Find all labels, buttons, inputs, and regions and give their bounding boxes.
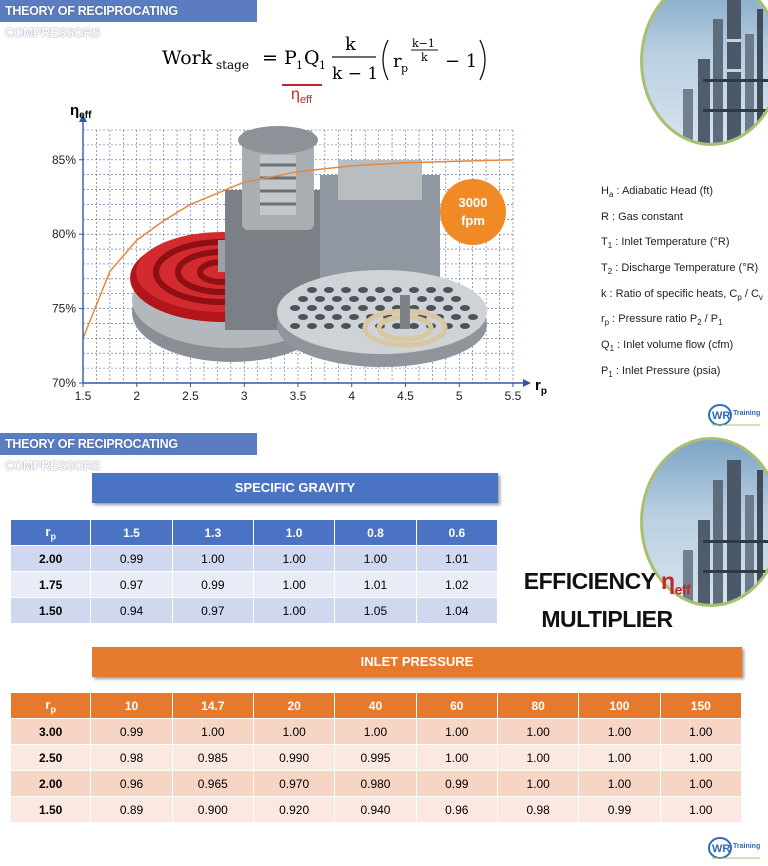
formula-p: P xyxy=(284,47,297,69)
table-row xyxy=(11,745,742,771)
valve-hole xyxy=(426,305,436,311)
valve-hole xyxy=(332,296,342,302)
table-cell: 0.970 xyxy=(253,771,334,797)
x-axis-label: $r_p$ xyxy=(535,377,547,397)
section-banner: THEORY OF RECIPROCATING COMPRESSORS xyxy=(0,433,257,455)
table-cell: 1.00 xyxy=(579,771,660,797)
valve-hole xyxy=(358,287,368,293)
table-row xyxy=(11,598,498,624)
table-cell: 1.00 xyxy=(497,719,578,745)
x-tick-label: 3.5 xyxy=(289,389,307,403)
table-cell: 0.920 xyxy=(253,797,334,823)
row-label: 2.50 xyxy=(11,745,91,771)
x-axis-arrow xyxy=(523,379,531,387)
row-label: 3.00 xyxy=(11,719,91,745)
row-label: 1.50 xyxy=(11,797,91,823)
y-axis-label: $\eta_{eff}$ xyxy=(70,102,92,121)
svg-text:1: 1 xyxy=(296,59,303,72)
table-cell: 0.97 xyxy=(91,572,172,598)
wr-training-logo xyxy=(708,403,762,427)
work-formula xyxy=(162,34,502,91)
y-tick-label: 70% xyxy=(51,376,76,390)
table-row xyxy=(11,797,742,823)
table-cell: 1.01 xyxy=(416,546,497,572)
table-cell: 0.99 xyxy=(91,546,172,572)
formula-exp-num: k−1 xyxy=(412,37,435,50)
x-tick-label: 5 xyxy=(455,389,463,403)
table-cell: 1.00 xyxy=(497,745,578,771)
variable-legend xyxy=(601,185,763,391)
legend-item: $r_p$ : Pressure ratio $P_2 / P_1$ xyxy=(601,313,723,328)
valve-hole xyxy=(409,287,419,293)
y-tick-label: 75% xyxy=(51,301,76,316)
column-header: 1.0 xyxy=(253,520,334,546)
table-cell: 1.05 xyxy=(335,598,416,624)
valve-hole xyxy=(417,296,427,302)
x-tick-label: 2 xyxy=(133,389,141,403)
x-tick-label: 3 xyxy=(240,389,248,403)
table-cell: 1.00 xyxy=(253,598,334,624)
table-row xyxy=(11,546,498,572)
valve-hole xyxy=(315,314,325,320)
x-tick-label: 2.5 xyxy=(182,389,199,403)
table-cell: 1.00 xyxy=(335,719,416,745)
table-cell: 0.99 xyxy=(579,797,660,823)
valve-hole xyxy=(409,323,419,329)
column-header: 80 xyxy=(497,693,578,719)
formula-k: k xyxy=(345,34,356,55)
table-cell: 0.98 xyxy=(91,745,172,771)
speed-badge xyxy=(440,179,506,245)
badge-unit: fpm xyxy=(461,213,485,228)
svg-text:p: p xyxy=(401,62,409,75)
valve-hole xyxy=(324,287,334,293)
slide-efficiency-multiplier xyxy=(0,433,768,866)
x-tick-label: 1.5 xyxy=(74,389,92,403)
valve-hole xyxy=(443,287,453,293)
inlet-pressure-table xyxy=(10,692,742,823)
table-cell: 0.99 xyxy=(91,719,172,745)
valve-hole xyxy=(349,314,359,320)
valve-hole xyxy=(468,314,478,320)
valve-hole xyxy=(366,296,376,302)
table-cell: 0.94 xyxy=(91,598,172,624)
table-cell: 0.940 xyxy=(335,797,416,823)
valve-hole xyxy=(358,305,368,311)
table-cell: 1.00 xyxy=(253,572,334,598)
table-cell: 1.00 xyxy=(416,745,497,771)
row-header-label: $r_p$ xyxy=(11,693,91,719)
formula-lhs-sub: stage xyxy=(216,58,249,72)
valve-hole xyxy=(426,287,436,293)
svg-text:1: 1 xyxy=(319,59,326,72)
table-row xyxy=(11,572,498,598)
valve-hole xyxy=(324,305,334,311)
inlet-pressure-title: INLET PRESSURE xyxy=(92,647,742,677)
row-label: 1.50 xyxy=(11,598,91,624)
valve-hole xyxy=(392,287,402,293)
legend-item: $T_1$ : Inlet Temperature (°R) xyxy=(601,236,730,251)
y-tick-label: 85% xyxy=(51,152,76,167)
efficiency-chart xyxy=(20,100,580,410)
valve-hole xyxy=(341,323,351,329)
formula-exp-den: k xyxy=(421,51,428,64)
table-cell: 1.00 xyxy=(660,797,741,823)
row-label: 1.75 xyxy=(11,572,91,598)
table-row xyxy=(11,771,742,797)
y-tick-label: 80% xyxy=(51,227,76,242)
section-banner: THEORY OF RECIPROCATING COMPRESSORS xyxy=(0,0,257,22)
row-label: 2.00 xyxy=(11,546,91,572)
table-cell: 0.965 xyxy=(172,771,253,797)
valve-hole xyxy=(443,305,453,311)
valve-hole xyxy=(290,323,300,329)
svg-text:WR: WR xyxy=(712,843,731,855)
valve-hole xyxy=(349,296,359,302)
valve-hole xyxy=(341,287,351,293)
svg-text:Training: Training xyxy=(733,410,761,417)
valve-hole xyxy=(307,323,317,329)
efficiency-multiplier-title: EFFICIENCY $\eta_{eff}$ MULTIPLIER xyxy=(523,568,691,632)
specific-gravity-title: SPECIFIC GRAVITY xyxy=(92,473,498,503)
valve-hole xyxy=(375,287,385,293)
svg-text:Training: Training xyxy=(733,843,761,850)
column-header: 10 xyxy=(91,693,172,719)
table-cell: 1.00 xyxy=(660,719,741,745)
table-row xyxy=(11,719,742,745)
valve-hole xyxy=(434,296,444,302)
column-header: 150 xyxy=(660,693,741,719)
table-cell: 1.00 xyxy=(497,771,578,797)
legend-item: $Q_1$ : Inlet volume flow (cfm) xyxy=(601,339,734,354)
formula-eta: $\eta_{eff}$ xyxy=(291,86,312,107)
valve-hole xyxy=(341,305,351,311)
formula-q: Q xyxy=(304,47,320,69)
table-cell: 0.99 xyxy=(416,771,497,797)
table-cell: 1.00 xyxy=(660,745,741,771)
table-cell: 0.97 xyxy=(172,598,253,624)
table-cell: 0.985 xyxy=(172,745,253,771)
column-header: 1.5 xyxy=(91,520,172,546)
svg-text:WR: WR xyxy=(712,410,731,422)
column-header: 20 xyxy=(253,693,334,719)
column-header: 0.6 xyxy=(416,520,497,546)
table-cell: 0.995 xyxy=(335,745,416,771)
valve-hole xyxy=(298,314,308,320)
valve-hole xyxy=(290,305,300,311)
valve-hole xyxy=(375,305,385,311)
row-label: 2.00 xyxy=(11,771,91,797)
table-cell: 1.00 xyxy=(579,745,660,771)
column-header: 0.8 xyxy=(335,520,416,546)
x-tick-label: 4 xyxy=(348,389,356,403)
valve-hole xyxy=(460,323,470,329)
refinery-photo xyxy=(640,0,768,146)
valve-hole xyxy=(324,323,334,329)
valve-hole xyxy=(298,296,308,302)
column-header: 100 xyxy=(579,693,660,719)
valve-hole xyxy=(451,296,461,302)
valve-hole xyxy=(332,314,342,320)
table-cell: 1.00 xyxy=(579,719,660,745)
table-cell: 0.96 xyxy=(91,771,172,797)
table-cell: 0.89 xyxy=(91,797,172,823)
table-cell: 1.02 xyxy=(416,572,497,598)
table-cell: 1.04 xyxy=(416,598,497,624)
column-header: 1.3 xyxy=(172,520,253,546)
x-tick-label: 4.5 xyxy=(397,389,414,403)
legend-item: $H_a$ : Adiabatic Head (ft) xyxy=(601,185,714,200)
valve-hole xyxy=(307,287,317,293)
formula-k-minus-1: k − 1 xyxy=(332,64,379,84)
column-header: 40 xyxy=(335,693,416,719)
table-cell: 0.990 xyxy=(253,745,334,771)
column-header: 14.7 xyxy=(172,693,253,719)
legend-item: $T_2$ : Discharge Temperature (°R) xyxy=(601,262,759,277)
table-cell: 1.00 xyxy=(335,546,416,572)
table-cell: 0.980 xyxy=(335,771,416,797)
legend-item: k : Ratio of specific heats, $C_p / C_v$ xyxy=(601,287,763,302)
formula-lhs: Work xyxy=(162,47,213,69)
formula-minus-one: − 1 xyxy=(445,51,478,72)
svg-text:=: = xyxy=(262,47,278,69)
column-header: 60 xyxy=(416,693,497,719)
table-cell: 0.900 xyxy=(172,797,253,823)
table-cell: 1.00 xyxy=(172,719,253,745)
valve-hole xyxy=(383,296,393,302)
table-cell: 1.00 xyxy=(660,771,741,797)
valve-hole xyxy=(451,314,461,320)
specific-gravity-table xyxy=(10,519,498,624)
wr-training-logo xyxy=(708,836,762,860)
legend-item: $P_1$ : Inlet Pressure (psia) xyxy=(601,364,721,379)
table-cell: 0.98 xyxy=(497,797,578,823)
table-cell: 1.00 xyxy=(253,719,334,745)
legend-item: R : Gas constant xyxy=(601,210,683,223)
valve-hole xyxy=(460,305,470,311)
valve-hole xyxy=(315,296,325,302)
formula-rp: r xyxy=(393,51,402,72)
table-cell: 0.96 xyxy=(416,797,497,823)
table-cell: 1.01 xyxy=(335,572,416,598)
x-tick-label: 5.5 xyxy=(504,389,522,403)
badge-value: 3000 xyxy=(458,195,488,210)
valve-hole xyxy=(307,305,317,311)
row-header-label: $r_p$ xyxy=(11,520,91,546)
table-cell: 1.00 xyxy=(416,719,497,745)
table-cell: 1.00 xyxy=(253,546,334,572)
table-cell: 0.99 xyxy=(172,572,253,598)
table-cell: 1.00 xyxy=(172,546,253,572)
